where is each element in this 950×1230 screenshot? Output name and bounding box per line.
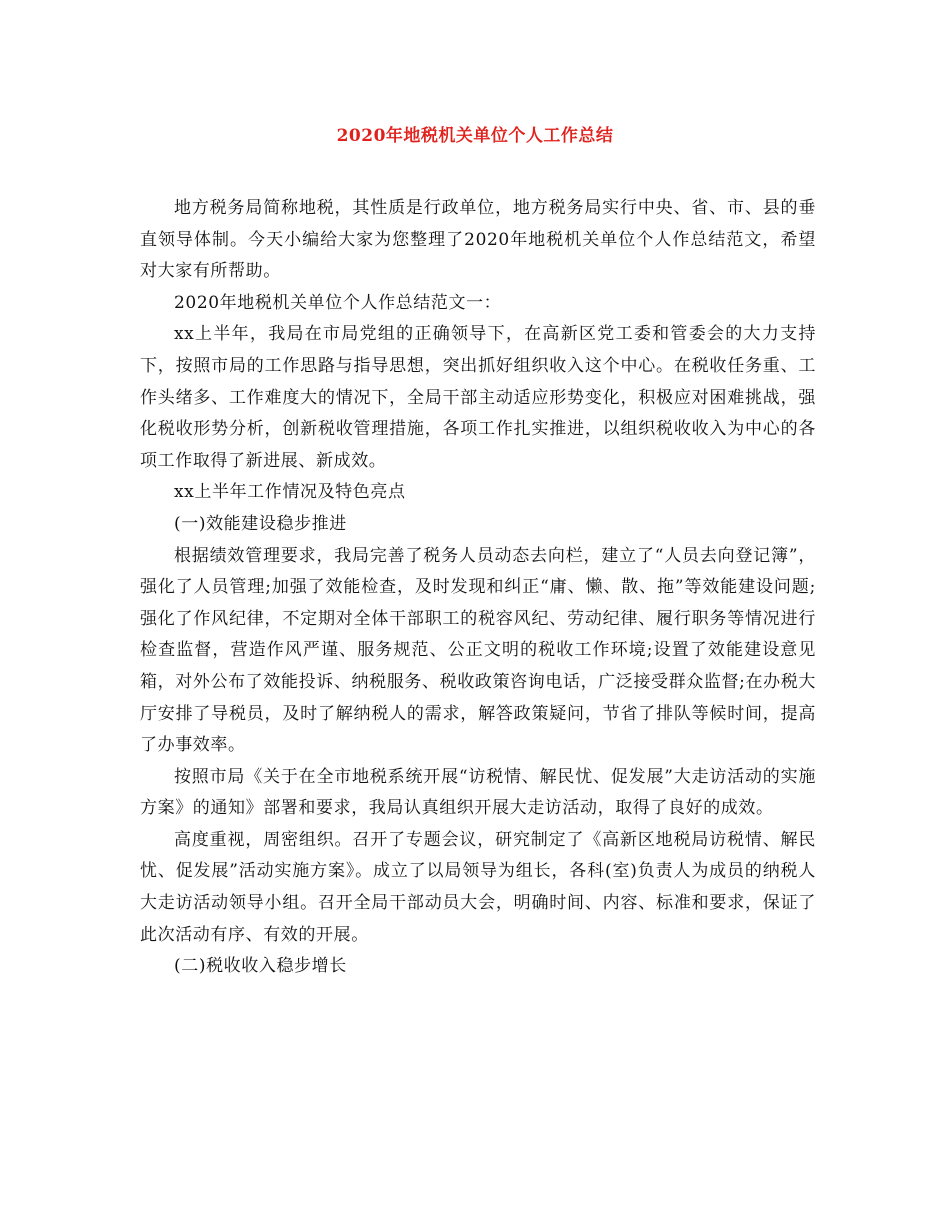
efficiency-paragraph: 根据绩效管理要求，我局完善了税务人员动态去向栏，建立了“人员去向登记簿”，强化了人员管理;加强了效能检查，及时发现和纠正“庸、懒、散、拖”等效能建设问题;强化了作风纪律，不定期对全体干部职工的税容风纪、劳动纪律、履行职务等情况进行检查监督，营造作风严谨、服务规范、公正文明的税收工作环境;设置了效能建设意见箱，对外公布了效能投诉、纳税服务、税收政策咨询电话，广泛接受群众监督;在办税大厅安排了导税员，及时了解纳税人的需求，解答政策疑问，节省了排队等候时间，提高了办事效率。 — [140, 545, 816, 756]
subsection-heading-2: (二)税收收入稳步增长 — [174, 956, 347, 977]
visit-activity-paragraph: 按照市局《关于在全市地税系统开展“访税情、解民忧、促发展”大走访活动的实施方案》的通知》部署和要求，我局认真组织开展大走访活动，取得了良好的成效。 — [140, 766, 816, 819]
document-body — [140, 193, 816, 983]
organization-paragraph: 高度重视，周密组织。召开了专题会议，研究制定了《高新区地税局访税情、解民忧、促发展”活动实施方案》。成立了以局领导为组长，各科(室)负责人为成员的纳税人大走访活动领导小组。召开全局干部动员大会，明确时间、内容、标准和要求，保证了此次活动有序、有效的开展。 — [140, 829, 816, 945]
section-heading: xx上半年工作情况及特色亮点 — [174, 482, 406, 503]
intro-paragraph: 地方税务局简称地税，其性质是行政单位，地方税务局实行中央、省、市、县的垂直领导体制。今天小编给大家为您整理了2020年地税机关单位个人作总结范文，希望对大家有所帮助。 — [140, 198, 816, 282]
subsection-heading-1: (一)效能建设稳步推进 — [174, 513, 347, 534]
sample-heading: 2020年地税机关单位个人作总结范文一： — [174, 292, 502, 313]
overview-paragraph: xx上半年，我局在市局党组的正确领导下，在高新区党工委和管委会的大力支持下，按照市局的工作思路与指导思想，突出抓好组织收入这个中心。在税收任务重、工作头绪多、工作难度大的情况下，全局干部主动适应形势变化，积极应对困难挑战，强化税收形势分析，创新税收管理措施，各项工作扎实推进，以组织税收收入为中心的各项工作取得了新进展、新成效。 — [140, 324, 816, 471]
document-title: 2020年地税机关单位个人工作总结 — [336, 126, 614, 146]
